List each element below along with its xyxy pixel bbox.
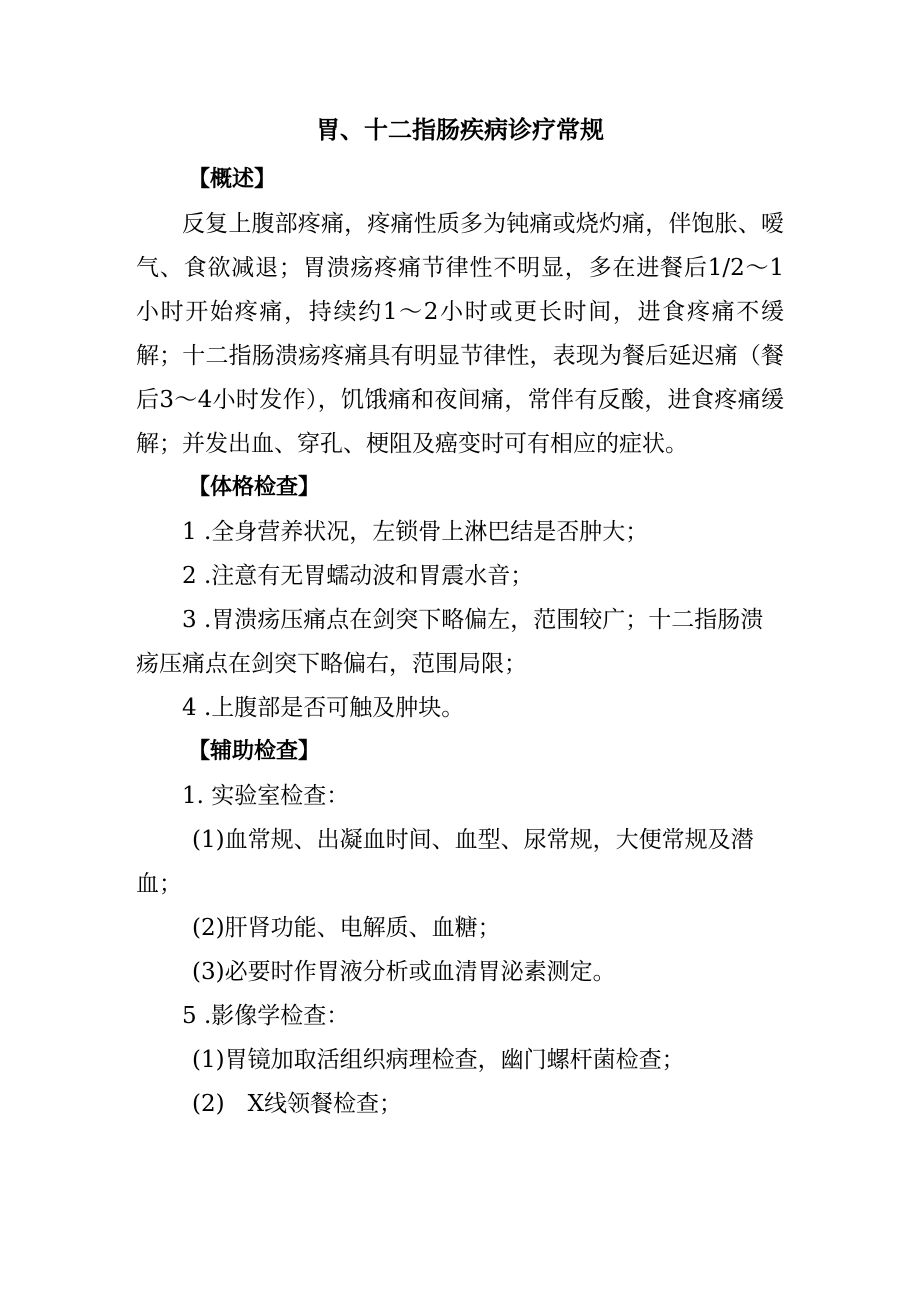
section-heading-auxiliary-exam: 【辅助检查】 [188, 739, 321, 764]
lab-exam-item: (1)血常规、出凝血时间、血型、尿常规，大便常规及潜血； [136, 827, 754, 897]
physical-exam-item: 3 .胃溃疡压痛点在剑突下略偏左，范围较广；十二指肠溃疡压痛点在剑突下略偏右，范围局限； [136, 607, 764, 677]
imaging-exam-title: 5 .影像学检查： [182, 1003, 350, 1029]
document-title: 胃、十二指肠疾病诊疗常规 [316, 115, 604, 144]
imaging-exam-item: (1)胃镜加取活组织病理检查，幽门螺杆菌检查； [192, 1047, 685, 1073]
physical-exam-item: 4 .上腹部是否可触及肿块。 [182, 695, 465, 721]
section-heading-physical-exam: 【体格检查】 [188, 475, 321, 500]
physical-exam-item: 1 .全身营养状况，左锁骨上淋巴结是否肿大； [182, 519, 649, 545]
lab-exam-item: (3)必要时作胃液分析或血清胃泌素测定。 [192, 959, 616, 985]
imaging-exam-item: (2) X线领餐检查； [192, 1091, 402, 1117]
section-heading-overview: 【概述】 [188, 167, 277, 192]
physical-exam-item: 2 .注意有无胃蠕动波和胃震水音； [182, 563, 534, 589]
lab-exam-item: (2)肝肾功能、电解质、血糖； [192, 915, 501, 941]
document-body [136, 158, 784, 1126]
overview-paragraph: 反复上腹部疼痛，疼痛性质多为钝痛或烧灼痛，伴饱胀、嗳气、食欲减退；胃溃疡疼痛节律性不明显，多在进餐后1/2～1小时开始疼痛，持续约1～2小时或更长时间，进食疼痛不缓解；十二指肠溃疡疼痛具有明显节律性，表现为餐后延迟痛（餐后3～4小时发作），饥饿痛和夜间痛，常伴有反酸，进食疼痛缓解；并发出血、穿孔、梗阻及癌变时可有相应的症状。 [136, 211, 784, 457]
lab-exam-title: 1. 实验室检查： [182, 783, 350, 809]
